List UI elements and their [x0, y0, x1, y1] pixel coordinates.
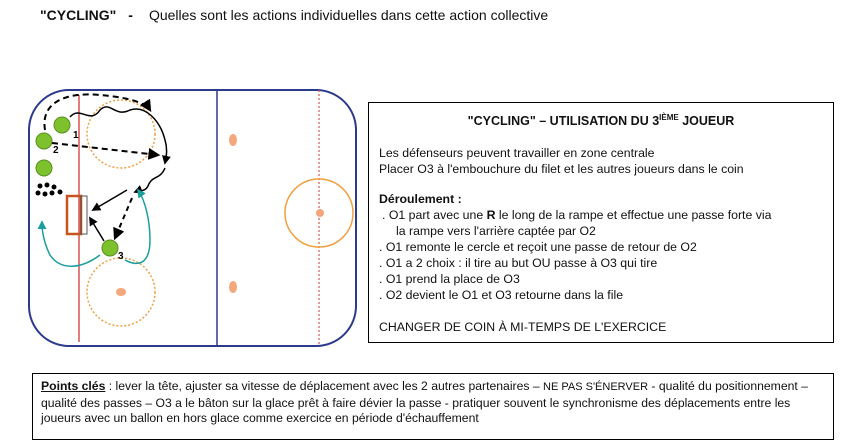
label-3: 3 — [118, 251, 124, 262]
step-1-cont: la rampe vers l'arrière captée par O2 — [396, 224, 596, 238]
player-o3 — [102, 240, 118, 256]
center-dot — [316, 209, 324, 217]
step-2: . O1 remonte le cercle et reçoit une passe de retour de O2 — [379, 240, 697, 254]
pass-arrow-to-o3 — [115, 198, 132, 238]
key-points-label: Points clés — [41, 379, 106, 393]
neutral-dot-bottom — [229, 281, 237, 293]
key-points-text-2: - qualité du positionnement – qualité des passes – O3 a le bâton sur la glace prêt à faire dévier la passe - pratiquer souvent le synchronisme des déplacements entre les joueurs avec un ballon en hors glace comme exercice en période d'échauffement — [41, 379, 808, 425]
label-1: 1 — [73, 130, 79, 141]
step-1: . O1 part avec une R le long de la rampe et effectue une passe forte via — [382, 208, 772, 222]
return-path-o3 — [42, 222, 100, 266]
pucks — [36, 183, 63, 197]
key-points-box: Points clés : lever la tête, ajuster sa vitesse de déplacement avec les 2 autres partenaires – NE PAS S'ÉNERVER - qualité du positionnement – qualité des passes – O3 a le bâton sur la glace prêt à faire dévier la passe - pratiquer souvent le synchronisme des déplacements entre les joueurs avec un ballon en hors glace comme exercice en période d'échauffement — [32, 373, 834, 440]
player-extra — [36, 160, 52, 176]
skate-path-o1-replace — [125, 190, 150, 263]
key-points-text-1: lever la tête, ajuster sa vitesse de déplacement avec les 2 autres partenaires – — [115, 379, 544, 393]
box-footer: CHANGER DE COIN À MI-TEMPS DE L'EXERCICE — [379, 320, 667, 334]
deroulement-label: Déroulement : — [379, 192, 462, 206]
player-o2 — [36, 133, 52, 149]
key-points-caps: NE PAS S'ÉNERVER — [543, 381, 649, 393]
faceoff-circle-top — [87, 100, 155, 168]
header-title: "CYCLING" — [40, 7, 117, 23]
step-3: . O1 a 2 choix : il tire au but OU passe à O3 qui tire — [379, 256, 658, 270]
skate-path-o1-down — [135, 168, 165, 192]
box-title: "CYCLING" – UTILISATION DU 3IÈME JOUEUR — [467, 113, 735, 129]
header-subtitle: Quelles sont les actions individuelles dans cette action collective — [148, 7, 549, 23]
faceoff-dot-bottom — [116, 288, 126, 296]
label-2: 2 — [53, 145, 59, 156]
shot-arrow-o3 — [90, 218, 104, 241]
intro-line-1: Les défenseurs peuvent travailler en zone centrale — [379, 146, 655, 160]
neutral-dot-top — [229, 134, 237, 146]
step-5: . O2 devient le O1 et O3 retourne dans la file — [379, 288, 624, 302]
rink-boards — [29, 90, 356, 346]
player-o1 — [54, 117, 70, 133]
step-4: . O1 prend la place de O3 — [379, 272, 520, 286]
shot-arrow-o1 — [93, 190, 127, 210]
pass-arrow-return — [52, 143, 158, 155]
instructions-box — [368, 102, 834, 343]
intro-line-2: Placer O3 à l'embouchure du filet et les autres joueurs dans le coin — [379, 162, 744, 176]
header-dash: - — [128, 7, 133, 23]
